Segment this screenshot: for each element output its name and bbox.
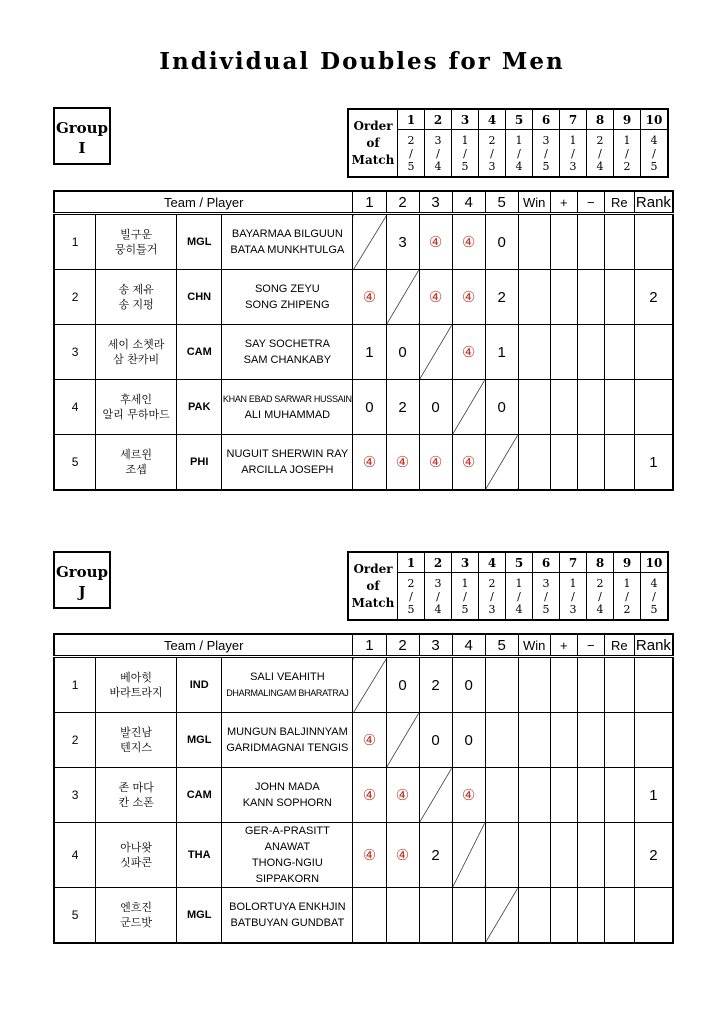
minus-cell xyxy=(577,270,604,325)
score-cell: ④ xyxy=(353,823,386,888)
table-row xyxy=(54,270,673,325)
score-cell: 2 xyxy=(485,270,518,325)
player-names xyxy=(222,823,353,888)
table-row xyxy=(54,657,673,713)
match-number: 6 xyxy=(533,552,560,573)
minus-cell xyxy=(577,823,604,888)
player-name: ARCILLA JOSEPH xyxy=(241,464,334,476)
rank-cell xyxy=(634,713,673,768)
match-number: 2 xyxy=(425,109,452,130)
win-header: Win xyxy=(518,634,550,657)
korean-name: 엔흐진 xyxy=(120,901,153,914)
score-cell: 2 xyxy=(419,657,452,713)
plus-cell xyxy=(550,214,577,270)
row-number: 2 xyxy=(54,270,96,325)
player-names xyxy=(222,214,353,270)
korean-name: 발진남 xyxy=(120,726,153,739)
score-cell xyxy=(386,888,419,944)
score-cell xyxy=(353,888,386,944)
score-cell: 2 xyxy=(386,380,419,435)
country-code: IND xyxy=(177,657,222,713)
win-cell xyxy=(518,823,550,888)
match-number: 1 xyxy=(398,552,425,573)
match-pair: 3 / 4 xyxy=(425,130,452,178)
score-cell: ④ xyxy=(452,214,485,270)
minus-cell xyxy=(577,435,604,491)
player-name: MUNGUN BALJINNYAM xyxy=(226,726,348,738)
player-name: GER-A-PRASITT ANAWAT xyxy=(244,825,330,853)
minus-cell xyxy=(577,380,604,435)
match-number: 1 xyxy=(398,109,425,130)
match-pair: 1 / 2 xyxy=(614,573,641,621)
country-code: PHI xyxy=(177,435,222,491)
match-number: 9 xyxy=(614,109,641,130)
row-number: 4 xyxy=(54,380,96,435)
plus-cell xyxy=(550,380,577,435)
korean-name: 세르윈 xyxy=(120,448,153,461)
player-names xyxy=(222,713,353,768)
korean-name: 칸 소폰 xyxy=(118,796,154,809)
score-cell xyxy=(485,435,518,491)
order-of-match-table-j xyxy=(347,551,669,621)
row-number: 1 xyxy=(54,657,96,713)
country-code: CAM xyxy=(177,325,222,380)
korean-names xyxy=(96,768,177,823)
match-pair: 1 / 3 xyxy=(560,130,587,178)
score-cell: 3 xyxy=(386,214,419,270)
win-cell xyxy=(518,380,550,435)
re-cell xyxy=(604,768,634,823)
minus-cell xyxy=(577,214,604,270)
table-row xyxy=(54,823,673,888)
rank-cell xyxy=(634,325,673,380)
match-pair: 2 / 4 xyxy=(587,130,614,178)
minus-header: − xyxy=(577,191,604,214)
match-number: 8 xyxy=(587,109,614,130)
match-number: 4 xyxy=(479,552,506,573)
re-cell xyxy=(604,214,634,270)
plus-cell xyxy=(550,713,577,768)
match-number: 2 xyxy=(425,552,452,573)
player-name: BAYARMAA BILGUUN xyxy=(231,228,343,240)
score-cell: 0 xyxy=(353,380,386,435)
korean-name: 송 제유 xyxy=(118,283,154,296)
re-header: Re xyxy=(604,191,634,214)
korean-name: 송 지펑 xyxy=(118,298,154,311)
match-number: 7 xyxy=(560,552,587,573)
order-of-match-label: Order of Match xyxy=(348,552,398,620)
minus-cell xyxy=(577,325,604,380)
score-cell xyxy=(485,888,518,944)
match-pair: 2 / 3 xyxy=(479,130,506,178)
col-header: 4 xyxy=(452,634,485,657)
player-name: BATBUYAN GUNDBAT xyxy=(230,917,345,929)
korean-names xyxy=(96,888,177,944)
group-label-letter: I xyxy=(78,139,86,157)
korean-name: 알리 무하마드 xyxy=(102,408,170,421)
korean-names xyxy=(96,713,177,768)
win-cell xyxy=(518,888,550,944)
re-cell xyxy=(604,657,634,713)
col-header: 2 xyxy=(386,634,419,657)
match-number: 8 xyxy=(587,552,614,573)
score-cell xyxy=(419,888,452,944)
row-number: 3 xyxy=(54,325,96,380)
score-cell: ④ xyxy=(353,270,386,325)
plus-cell xyxy=(550,325,577,380)
score-cell: 0 xyxy=(485,214,518,270)
match-pair: 2 / 5 xyxy=(398,130,425,178)
player-name: SONG ZHIPENG xyxy=(245,299,330,311)
match-number: 9 xyxy=(614,552,641,573)
player-names xyxy=(222,380,353,435)
player-name: BATAA MUNKHTULGA xyxy=(230,244,345,256)
win-cell xyxy=(518,713,550,768)
match-pair: 4 / 5 xyxy=(641,130,669,178)
results-table-j xyxy=(53,633,674,944)
country-code: PAK xyxy=(177,380,222,435)
match-number: 3 xyxy=(452,552,479,573)
re-cell xyxy=(604,713,634,768)
player-name: SONG ZEYU xyxy=(254,283,320,295)
match-pair: 1 / 5 xyxy=(452,130,479,178)
rank-cell: 1 xyxy=(634,435,673,491)
match-pair: 4 / 5 xyxy=(641,573,669,621)
score-cell xyxy=(419,325,452,380)
score-cell xyxy=(419,768,452,823)
score-cell: 0 xyxy=(452,713,485,768)
plus-cell xyxy=(550,823,577,888)
korean-name: 군드밧 xyxy=(120,916,153,929)
plus-cell xyxy=(550,888,577,944)
re-cell xyxy=(604,270,634,325)
score-cell: ④ xyxy=(419,270,452,325)
score-cell: ④ xyxy=(452,768,485,823)
group-label-j xyxy=(53,551,111,609)
player-name: ALI MUHAMMAD xyxy=(244,409,331,421)
score-cell: ④ xyxy=(419,214,452,270)
score-cell xyxy=(386,270,419,325)
match-number: 7 xyxy=(560,109,587,130)
score-cell: 0 xyxy=(485,380,518,435)
results-table-i xyxy=(53,190,674,491)
match-number: 4 xyxy=(479,109,506,130)
player-names xyxy=(222,270,353,325)
match-pair: 3 / 4 xyxy=(425,573,452,621)
order-of-match-table-i xyxy=(347,108,669,178)
team-player-header: Team / Player xyxy=(54,191,353,214)
row-number: 4 xyxy=(54,823,96,888)
minus-cell xyxy=(577,657,604,713)
korean-names xyxy=(96,325,177,380)
score-cell: 1 xyxy=(485,325,518,380)
score-cell xyxy=(485,823,518,888)
table-row xyxy=(54,768,673,823)
country-code: MGL xyxy=(177,713,222,768)
group-label-word: Group xyxy=(55,563,109,581)
match-pair: 1 / 4 xyxy=(506,130,533,178)
match-number: 10 xyxy=(641,552,669,573)
player-name: JOHN MADA xyxy=(254,781,320,793)
country-code: MGL xyxy=(177,214,222,270)
korean-name: 삼 찬카비 xyxy=(113,353,160,366)
match-pair: 1 / 2 xyxy=(614,130,641,178)
re-cell xyxy=(604,888,634,944)
country-code: CAM xyxy=(177,768,222,823)
korean-name: 존 마다 xyxy=(118,781,154,794)
win-cell xyxy=(518,657,550,713)
table-row xyxy=(54,325,673,380)
player-names xyxy=(222,657,353,713)
row-number: 5 xyxy=(54,888,96,944)
player-name: GARIDMAGNAI TENGIS xyxy=(226,742,349,754)
match-pair: 2 / 3 xyxy=(479,573,506,621)
col-header: 1 xyxy=(353,634,386,657)
korean-name: 싯파콘 xyxy=(120,856,153,869)
re-header: Re xyxy=(604,634,634,657)
score-cell xyxy=(386,713,419,768)
score-cell: ④ xyxy=(353,768,386,823)
table-row xyxy=(54,380,673,435)
player-names xyxy=(222,768,353,823)
player-name: BOLORTUYA ENKHJIN xyxy=(229,901,346,913)
row-number: 1 xyxy=(54,214,96,270)
table-row xyxy=(54,713,673,768)
match-number: 3 xyxy=(452,109,479,130)
win-cell xyxy=(518,768,550,823)
player-name: KHAN EBAD SARWAR HUSSAIN xyxy=(222,394,352,404)
score-cell: ④ xyxy=(386,768,419,823)
group-label-i xyxy=(53,107,111,165)
plus-cell xyxy=(550,768,577,823)
re-cell xyxy=(604,380,634,435)
col-header: 3 xyxy=(419,634,452,657)
rank-cell: 2 xyxy=(634,270,673,325)
table-row xyxy=(54,888,673,944)
win-cell xyxy=(518,325,550,380)
col-header: 5 xyxy=(485,634,518,657)
score-cell xyxy=(485,713,518,768)
player-name: THONG-NGIU SIPPAKORN xyxy=(251,857,323,885)
score-cell: 1 xyxy=(353,325,386,380)
team-player-header: Team / Player xyxy=(54,634,353,657)
score-cell: ④ xyxy=(386,435,419,491)
match-pair: 1 / 4 xyxy=(506,573,533,621)
score-cell: 0 xyxy=(386,657,419,713)
group-label-letter: J xyxy=(78,583,86,601)
score-cell: ④ xyxy=(353,713,386,768)
page-title: Individual Doubles for Men xyxy=(159,48,565,75)
plus-header: + xyxy=(550,191,577,214)
player-name: NUGUIT SHERWIN RAY xyxy=(226,448,349,460)
col-header: 4 xyxy=(452,191,485,214)
col-header: 5 xyxy=(485,191,518,214)
minus-header: − xyxy=(577,634,604,657)
row-number: 5 xyxy=(54,435,96,491)
score-cell xyxy=(353,214,386,270)
score-cell: 0 xyxy=(419,380,452,435)
match-pair: 1 / 3 xyxy=(560,573,587,621)
plus-cell xyxy=(550,270,577,325)
player-name: SAM CHANKABY xyxy=(243,354,332,366)
score-cell: 0 xyxy=(386,325,419,380)
re-cell xyxy=(604,325,634,380)
re-cell xyxy=(604,823,634,888)
player-names xyxy=(222,435,353,491)
match-number: 6 xyxy=(533,109,560,130)
korean-name: 조셉 xyxy=(125,463,147,476)
re-cell xyxy=(604,435,634,491)
score-cell xyxy=(452,823,485,888)
korean-names xyxy=(96,214,177,270)
rank-cell: 1 xyxy=(634,768,673,823)
korean-name: 바라트라지 xyxy=(109,686,163,699)
korean-name: 뭉히틀거 xyxy=(114,243,158,256)
score-cell xyxy=(452,888,485,944)
score-cell: 0 xyxy=(419,713,452,768)
match-pair: 3 / 5 xyxy=(533,573,560,621)
rank-cell xyxy=(634,888,673,944)
rank-header: Rank xyxy=(634,634,673,657)
match-number: 10 xyxy=(641,109,669,130)
win-cell xyxy=(518,270,550,325)
korean-name: 빌구운 xyxy=(120,228,153,241)
player-name: DHARMALINGAM BHARATRAJ xyxy=(226,688,349,698)
rank-cell xyxy=(634,214,673,270)
country-code: THA xyxy=(177,823,222,888)
player-name: SALI VEAHITH xyxy=(250,671,325,683)
player-name: KANN SOPHORN xyxy=(242,797,332,809)
score-cell xyxy=(353,657,386,713)
row-number: 2 xyxy=(54,713,96,768)
score-cell: 0 xyxy=(452,657,485,713)
match-number: 5 xyxy=(506,109,533,130)
score-cell: ④ xyxy=(353,435,386,491)
player-names xyxy=(222,888,353,944)
korean-names xyxy=(96,380,177,435)
match-pair: 2 / 4 xyxy=(587,573,614,621)
plus-header: + xyxy=(550,634,577,657)
col-header: 2 xyxy=(386,191,419,214)
score-cell: 2 xyxy=(419,823,452,888)
korean-names xyxy=(96,435,177,491)
player-names xyxy=(222,325,353,380)
minus-cell xyxy=(577,888,604,944)
korean-names xyxy=(96,657,177,713)
match-pair: 3 / 5 xyxy=(533,130,560,178)
score-cell: ④ xyxy=(452,435,485,491)
korean-name: 세이 소쳇라 xyxy=(107,338,165,351)
minus-cell xyxy=(577,713,604,768)
minus-cell xyxy=(577,768,604,823)
match-pair: 2 / 5 xyxy=(398,573,425,621)
score-cell: ④ xyxy=(452,325,485,380)
match-number: 5 xyxy=(506,552,533,573)
col-header: 3 xyxy=(419,191,452,214)
group-label-word: Group xyxy=(55,119,109,137)
score-cell: ④ xyxy=(386,823,419,888)
player-name: SAY SOCHETRA xyxy=(244,338,330,350)
score-cell: ④ xyxy=(452,270,485,325)
korean-name: 베아힛 xyxy=(120,671,153,684)
win-cell xyxy=(518,214,550,270)
score-cell xyxy=(452,380,485,435)
rank-header: Rank xyxy=(634,191,673,214)
korean-name: 후세인 xyxy=(120,393,153,406)
rank-cell: 2 xyxy=(634,823,673,888)
match-pair: 1 / 5 xyxy=(452,573,479,621)
rank-cell xyxy=(634,380,673,435)
table-row xyxy=(54,435,673,491)
win-header: Win xyxy=(518,191,550,214)
country-code: MGL xyxy=(177,888,222,944)
korean-names xyxy=(96,823,177,888)
score-cell: ④ xyxy=(419,435,452,491)
win-cell xyxy=(518,435,550,491)
row-number: 3 xyxy=(54,768,96,823)
rank-cell xyxy=(634,657,673,713)
plus-cell xyxy=(550,657,577,713)
korean-name: 텐지스 xyxy=(120,741,153,754)
korean-name: 아나왓 xyxy=(120,841,153,854)
plus-cell xyxy=(550,435,577,491)
col-header: 1 xyxy=(353,191,386,214)
score-cell xyxy=(485,768,518,823)
country-code: CHN xyxy=(177,270,222,325)
order-of-match-label: Order of Match xyxy=(348,109,398,177)
score-cell xyxy=(485,657,518,713)
korean-names xyxy=(96,270,177,325)
table-row xyxy=(54,214,673,270)
